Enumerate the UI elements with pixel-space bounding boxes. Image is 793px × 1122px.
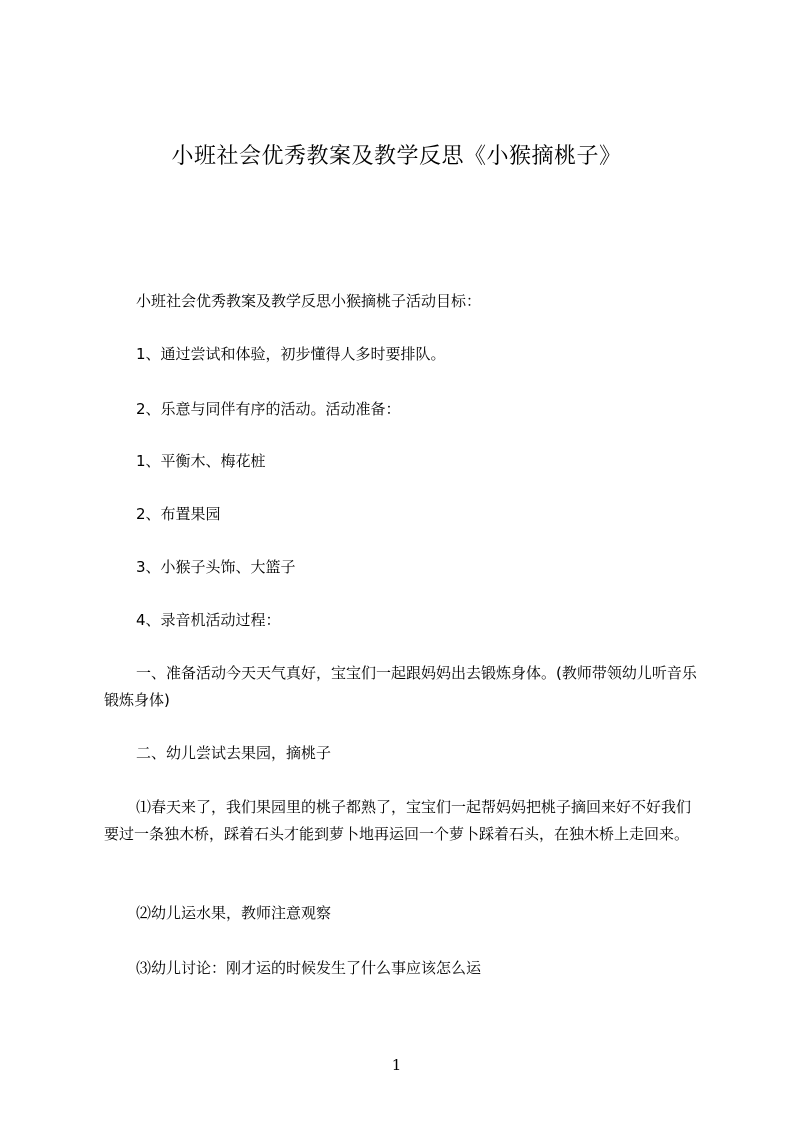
- paragraph-text: ⑴春天来了，我们果园里的桃子都熟了，宝宝们一起帮妈妈把桃子摘回来好不好我们要过一条独木桥，踩着石头才能到萝卜地再运回一个萝卜踩着石头，在独木桥上走回来。: [104, 798, 692, 843]
- paragraph-text: 1、平衡木、梅花桩: [136, 452, 266, 470]
- paragraph-text: 1、通过尝试和体验，初步懂得人多时要排队。: [136, 345, 446, 363]
- paragraph-step-2: [104, 740, 704, 767]
- paragraph-prep-3: [104, 554, 704, 581]
- paragraph-text: 一、准备活动今天天气真好，宝宝们一起跟妈妈出去锻炼身体。(教师带领幼儿听音乐锻炼身体): [104, 664, 697, 709]
- paragraph-prep-4: [104, 607, 704, 634]
- paragraph-step-2-sub-1: [104, 794, 704, 848]
- paragraph-text: ⑵幼儿运水果，教师注意观察: [136, 904, 332, 922]
- paragraph-text: 小班社会优秀教案及教学反思小猴摘桃子活动目标：: [136, 292, 482, 310]
- paragraph-objective-1: [104, 341, 704, 368]
- paragraph-objective-2: [104, 396, 704, 423]
- paragraph-text: 2、布置果园: [136, 505, 221, 523]
- paragraph-step-2-sub-2: [104, 900, 704, 927]
- paragraph-step-1: [104, 660, 704, 714]
- paragraph-prep-1: [104, 448, 704, 475]
- page-title: 小班社会优秀教案及教学反思《小猴摘桃子》: [171, 144, 622, 169]
- paragraph-text: 4、录音机活动过程：: [136, 611, 281, 629]
- paragraph-step-2-sub-3: [104, 955, 704, 982]
- page-number: 1: [391, 1056, 402, 1074]
- paragraph-text: 3、小猴子头饰、大篮子: [136, 558, 296, 576]
- paragraph-text: 二、幼儿尝试去果园，摘桃子: [136, 744, 332, 762]
- paragraph-text: 2、乐意与同伴有序的活动。活动准备：: [136, 400, 401, 418]
- paragraph-objectives-intro: [104, 288, 704, 315]
- paragraph-text: ⑶幼儿讨论：刚才运的时候发生了什么事应该怎么运: [136, 959, 482, 977]
- paragraph-prep-2: [104, 501, 704, 528]
